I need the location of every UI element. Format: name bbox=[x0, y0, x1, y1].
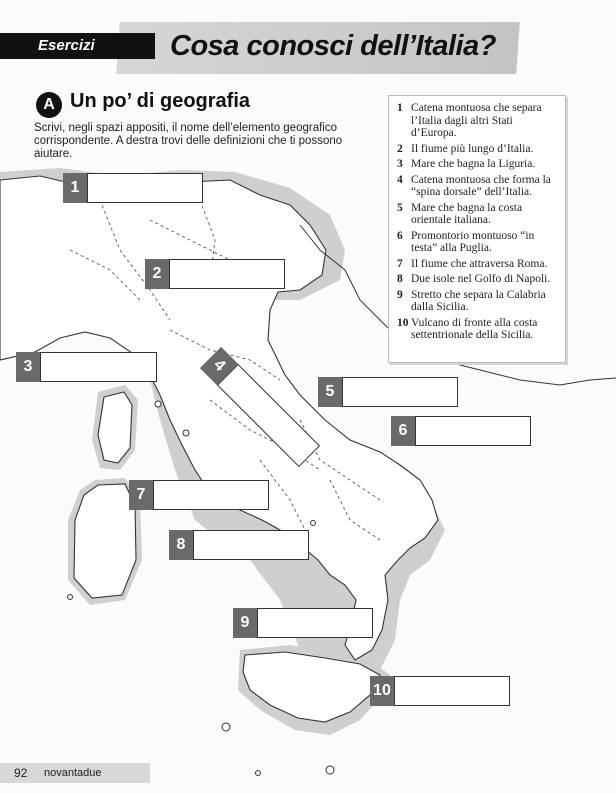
answer-box-5 bbox=[318, 377, 458, 407]
answer-box-7 bbox=[129, 480, 269, 510]
definition-item: 1 Catena montuosa che separa l’Italia dagli altri Stati d’Europa. bbox=[397, 102, 542, 139]
definition-item: 5 Mare che bagna la costa orientale italiana. bbox=[397, 201, 523, 226]
answer-box-3 bbox=[16, 352, 157, 382]
answer-box-number: 1 bbox=[63, 173, 87, 203]
instructions-text: Scrivi, negli spazi appositi, il nome dell’elemento geografico corrispondente. A destra trovi delle definizioni che ti possono aiutare. bbox=[34, 122, 343, 160]
definition-item: 7 Il fiume che attraversa Roma. bbox=[397, 257, 548, 270]
section-title: Un po’ di geografia bbox=[70, 90, 251, 112]
answer-box-number: 3 bbox=[16, 352, 40, 382]
answer-box-number: 5 bbox=[318, 377, 342, 407]
definition-item: 6 Promontorio montuoso “in testa” alla Puglia. bbox=[397, 229, 535, 254]
definition-item: 2 Il fiume più lungo d’Italia. bbox=[397, 142, 534, 155]
answer-box-2 bbox=[145, 259, 285, 289]
definition-item: 4 Catena montuosa che forma la “spina dorsale” dell’Italia. bbox=[397, 173, 551, 198]
answer-box-6 bbox=[391, 416, 531, 446]
definition-item: 8 Due isole nel Golfo di Napoli. bbox=[397, 273, 551, 285]
answer-box-number: 9 bbox=[233, 608, 257, 638]
definition-item: 3 Mare che bagna la Liguria. bbox=[397, 158, 536, 170]
answer-field-1[interactable] bbox=[87, 173, 203, 203]
page-title: Cosa conosci dell’Italia? bbox=[170, 30, 496, 62]
answer-box-number: 6 bbox=[391, 416, 415, 446]
page-number: 92 bbox=[14, 766, 28, 780]
answer-box-9 bbox=[233, 608, 373, 638]
page-number-word: novantadue bbox=[44, 767, 102, 779]
answer-box-number: 4 bbox=[200, 347, 238, 385]
exercise-tag: Esercizi bbox=[0, 33, 155, 59]
answer-field-5[interactable] bbox=[342, 377, 458, 407]
answer-field-9[interactable] bbox=[257, 608, 373, 638]
answer-box-number: 7 bbox=[129, 480, 153, 510]
answer-box-1 bbox=[63, 173, 203, 203]
answer-box-number: 10 bbox=[370, 676, 394, 706]
definition-item: 10 Vulcano di fronte alla costa settentrionale della Sicilia. bbox=[397, 316, 538, 341]
definitions-box bbox=[388, 95, 566, 363]
answer-box-number: 8 bbox=[169, 530, 193, 560]
answer-field-2[interactable] bbox=[169, 259, 285, 289]
section-badge: A bbox=[36, 92, 62, 118]
answer-box-number: 2 bbox=[145, 259, 169, 289]
answer-field-7[interactable] bbox=[153, 480, 269, 510]
answer-field-6[interactable] bbox=[415, 416, 531, 446]
definition-item: 9 Stretto che separa la Calabria dalla Sicilia. bbox=[397, 288, 546, 313]
answer-field-8[interactable] bbox=[193, 530, 309, 560]
answer-field-3[interactable] bbox=[40, 352, 157, 382]
answer-field-10[interactable] bbox=[394, 676, 510, 706]
answer-box-10 bbox=[370, 676, 510, 706]
answer-box-8 bbox=[169, 530, 309, 560]
